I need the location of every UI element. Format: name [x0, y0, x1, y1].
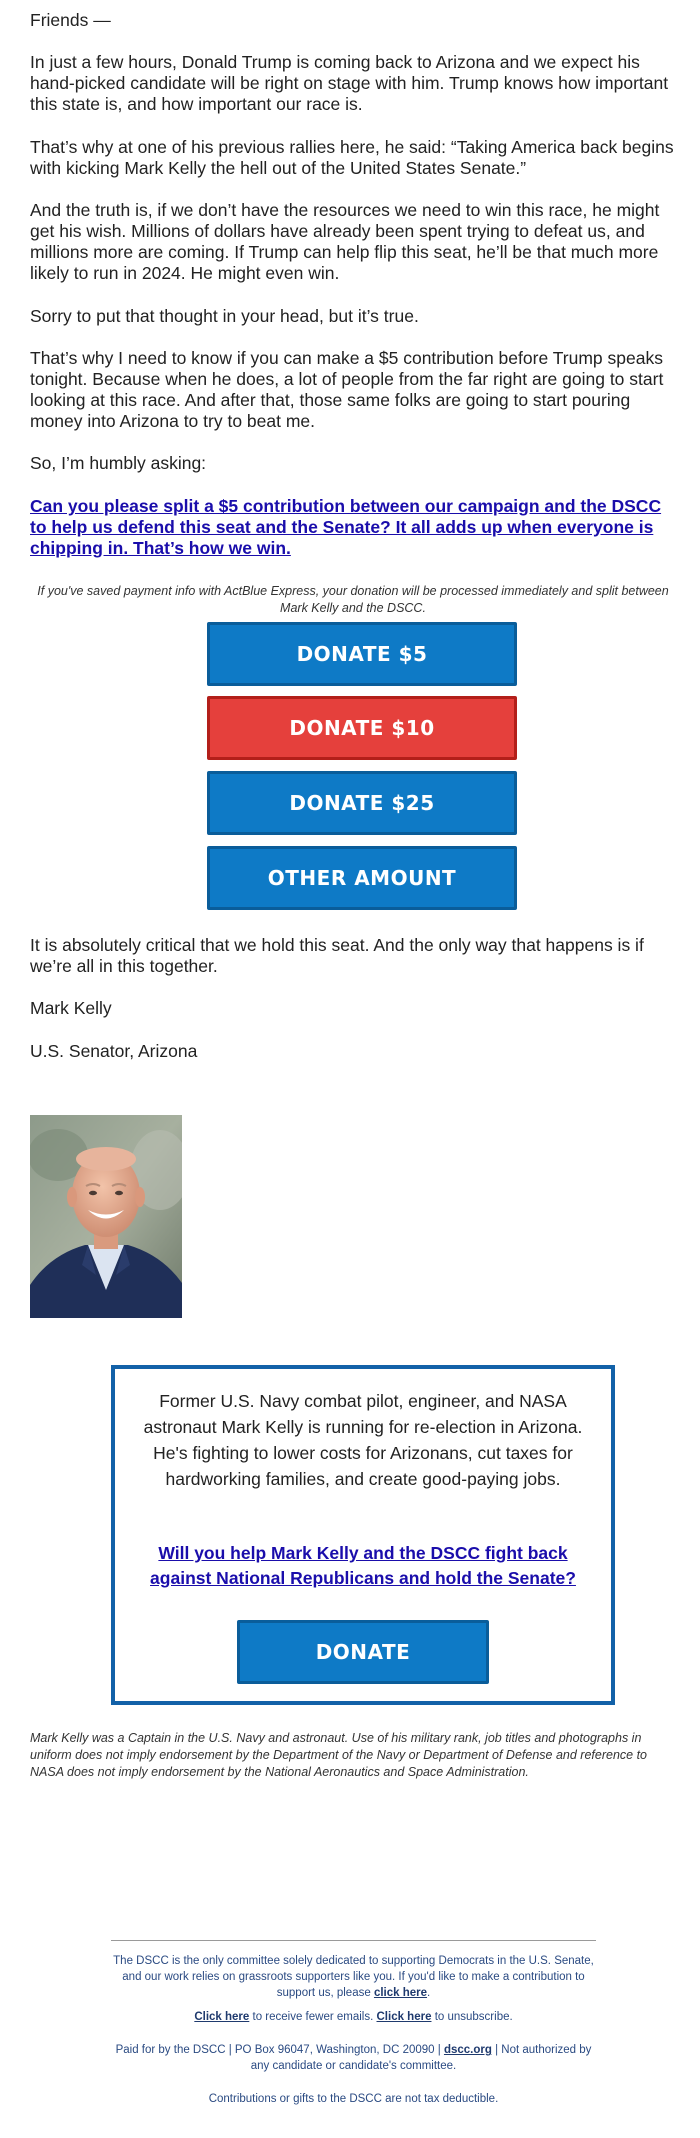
ask-paragraph [30, 496, 675, 559]
bio-link-wrapper [135, 1541, 591, 1591]
footer-paid-for [111, 2042, 596, 2074]
paragraph-6: So, I’m humbly asking: [30, 453, 207, 473]
paragraph-3: And the truth is, if we don’t have the resources we need to win this race, he might get his wish. Millions of dollars have already been spent trying to defeat us, and millions more are coming. If Trump can help flip this seat, he’ll be that much more likely to run in 2024. He might even win. [30, 200, 660, 283]
paragraph-2: That’s why at one of his previous rallies here, he said: “Taking America back begins with kicking Mark Kelly the hell out of the United States Senate.” [30, 137, 674, 178]
footer-about-text: The DSCC is the only committee solely dedicated to supporting Democrats in the U.S. Senate, and our work relies on grassroots supporters like you. If you'd like to make a contribution to support us, please [113, 1955, 594, 1999]
bio-donate-button[interactable]: DONATE [237, 1620, 489, 1684]
dscc-site-link[interactable]: dscc.org [443, 2044, 492, 2056]
other-amount-button[interactable]: OTHER AMOUNT [207, 846, 517, 910]
unsubscribe-link[interactable]: Click here [376, 2011, 432, 2023]
paragraph-1: In just a few hours, Donald Trump is coming back to Arizona and we expect his hand-picked candidate will be right on stage with him. Trump knows how important this state is, and how important our race is. [30, 52, 669, 114]
donate-10-button[interactable]: DONATE $10 [207, 696, 517, 760]
paid-for-after-text: | Not authorized by any candidate or candidate's committee. [250, 2044, 592, 2072]
signature-name: Mark Kelly [30, 998, 112, 1018]
paragraph-4: Sorry to put that thought in your head, but it’s true. [30, 306, 419, 326]
greeting: Friends — [30, 10, 111, 30]
unsubscribe-text: to unsubscribe. [434, 2011, 513, 2023]
footer-divider [111, 1940, 596, 1941]
donate-25-button[interactable]: DONATE $25 [207, 771, 517, 835]
footer-contribute-link[interactable]: click here [373, 1987, 428, 1999]
bio-box [111, 1365, 615, 1705]
footer-tax-note: Contributions or gifts to the DSCC are not tax deductible. [208, 2093, 499, 2105]
signature-title: U.S. Senator, Arizona [30, 1041, 198, 1061]
closing-paragraph: It is absolutely critical that we hold this seat. And the only way that happens is if we’re all in this together. [30, 935, 644, 976]
donate-5-button[interactable]: DONATE $5 [207, 622, 517, 686]
actblue-note: If you've saved payment info with ActBlue Express, your donation will be processed immediately and split between Mark Kelly and the DSCC. [37, 584, 669, 615]
paid-for-text: Paid for by the DSCC | PO Box 96047, Washington, DC 20090 | [115, 2044, 441, 2056]
fewer-emails-text: to receive fewer emails. [252, 2011, 374, 2023]
paragraph-5: That’s why I need to know if you can make a $5 contribution before Trump speaks tonight. Because when he does, a lot of people from the far right are going to start looking at this race. And after that, those same folks are going to start pouring money into Arizona to try to beat me. [30, 348, 664, 431]
fight-back-link[interactable]: Will you help Mark Kelly and the DSCC fight back against National Republicans and hold the Senate? [150, 1543, 576, 1588]
mark-kelly-photo [30, 1115, 182, 1318]
contribution-ask-link[interactable]: Can you please split a $5 contribution between our campaign and the DSCC to help us defend this seat and the Senate? It all adds up when everyone is chipping in. That’s how we win. [30, 496, 662, 558]
bio-text: Former U.S. Navy combat pilot, engineer, and NASA astronaut Mark Kelly is running for re-election in Arizona. He's fighting to lower costs for Arizonans, cut taxes for hardworking families, and create good-paying jobs. [143, 1391, 583, 1489]
fewer-emails-link[interactable]: Click here [194, 2011, 250, 2023]
military-disclaimer: Mark Kelly was a Captain in the U.S. Navy and astronaut. Use of his military rank, job titles and photographs in uniform does not imply endorsement by the Department of the Navy or Department of Defense and reference to NASA does not imply endorsement by the National Aeronautics and Space Administration. [30, 1731, 647, 1779]
footer-about: The DSCC is the only committee solely dedicated to supporting Democrats in the U.S. Senate, and our work relies on grassroots supporters like you. If you'd like to make a contribution to support us, please click here. [113, 1955, 594, 1999]
footer-fewer-emails [111, 2009, 596, 2025]
